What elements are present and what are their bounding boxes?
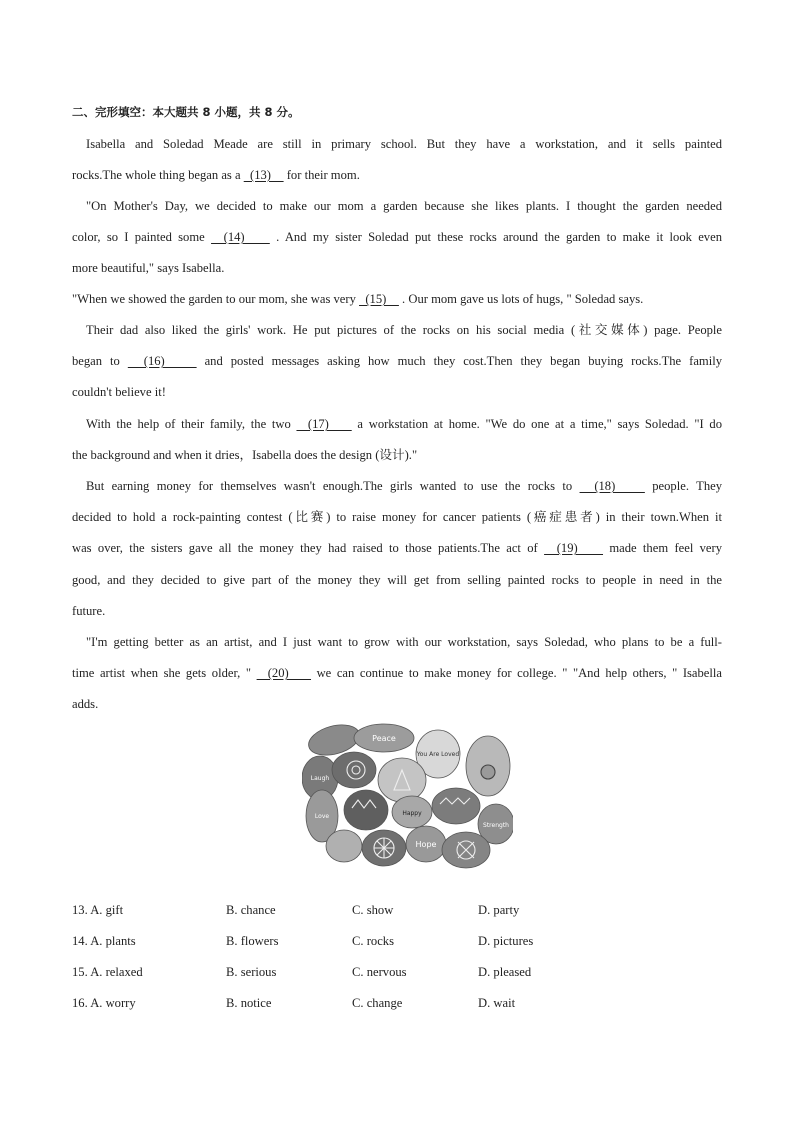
passage-line: adds.: [72, 697, 99, 711]
blank-20: (20): [256, 666, 312, 680]
passage-line: was over, the sisters gave all the money they had raised to those patients.The act of (19) made them feel very: [72, 541, 723, 555]
passage-line: Isabella and Soledad Meade are still in primary school. But they have a workstation, and it sells painted: [86, 137, 722, 151]
option-d: D. pictures: [478, 934, 534, 948]
rock-text-strength: Strength: [483, 822, 509, 829]
option-c: C. change: [352, 996, 403, 1010]
passage-line: color, so I painted some (14) . And my sister Soledad put these rocks around the garden to make it look even: [72, 230, 722, 244]
option-c: C. show: [352, 903, 394, 917]
passage-line: future.: [72, 604, 106, 618]
option-c: C. rocks: [352, 934, 394, 948]
blank-18: (18): [579, 479, 645, 493]
blank-14: (14): [211, 230, 270, 244]
blank-16: (16): [127, 354, 197, 368]
option-b: B. serious: [226, 965, 277, 979]
section-title: 二、完形填空：本大题共 8 小题，共 8 分。: [72, 105, 300, 119]
painted-rocks-photo: [302, 720, 513, 870]
passage-line: the background and when it dries，Isabella does the design (设计).": [72, 448, 418, 462]
question-number: 15. A. relaxed: [72, 965, 143, 979]
rock-text-happy: Happy: [402, 810, 422, 817]
passage-line: couldn't believe it!: [72, 385, 166, 399]
option-b: B. notice: [226, 996, 272, 1010]
option-b: B. chance: [226, 903, 276, 917]
option-d: D. party: [478, 903, 520, 917]
option-d: D. pleased: [478, 965, 532, 979]
blank-17: (17): [296, 417, 352, 431]
rock-text-loved: You Are Loved: [416, 751, 460, 758]
question-number: 16. A. worry: [72, 996, 136, 1010]
passage-line: more beautiful," says Isabella.: [72, 261, 225, 275]
blank-15: (15): [359, 292, 399, 306]
rock-text-laugh: Laugh: [310, 775, 330, 782]
passage-line: rocks.The whole thing began as a (13) for their mom.: [72, 168, 360, 182]
passage-line: began to (16) and posted messages asking how much they cost.Then they began buying rocks.The family: [72, 354, 722, 368]
rock-text-love: Love: [314, 813, 330, 820]
passage-line: time artist when she gets older, " (20) we can continue to make money for college. " "And help others, " Isabella: [72, 666, 722, 680]
rock-text-hope: Hope: [415, 840, 437, 849]
rock-text-peace: Peace: [372, 734, 396, 743]
passage-line: "On Mother's Day, we decided to make our mom a garden because she likes plants. I thought the garden needed: [86, 199, 722, 213]
blank-13: (13): [243, 168, 284, 182]
passage-line: "I'm getting better as an artist, and I just want to grow with our workstation, says Soledad, who plans to be a full-: [86, 635, 722, 649]
passage-line: But earning money for themselves wasn't enough.The girls wanted to use the rocks to (18) people. They: [86, 479, 722, 493]
option-c: C. nervous: [352, 965, 407, 979]
question-number: 14. A. plants: [72, 934, 136, 948]
blank-19: (19): [544, 541, 604, 555]
option-d: D. wait: [478, 996, 516, 1010]
passage-line: decided to hold a rock-painting contest (比赛) to raise money for cancer patients (癌症患者) in their town.When it: [72, 510, 722, 524]
passage-line: Their dad also liked the girls' work. He put pictures of the rocks on his social media (社交媒体) page. People: [86, 323, 722, 337]
passage-line: With the help of their family, the two (17) a workstation at home. "We do one at a time," says Soledad. "I do: [86, 417, 722, 431]
passage-line: good, and they decided to give part of the money they will get from selling painted rocks to people in need in the: [72, 573, 722, 587]
passage-line: "When we showed the garden to our mom, she was very (15) . Our mom gave us lots of hugs, " Soledad says.: [72, 292, 644, 306]
question-number: 13. A. gift: [72, 903, 124, 917]
option-b: B. flowers: [226, 934, 279, 948]
